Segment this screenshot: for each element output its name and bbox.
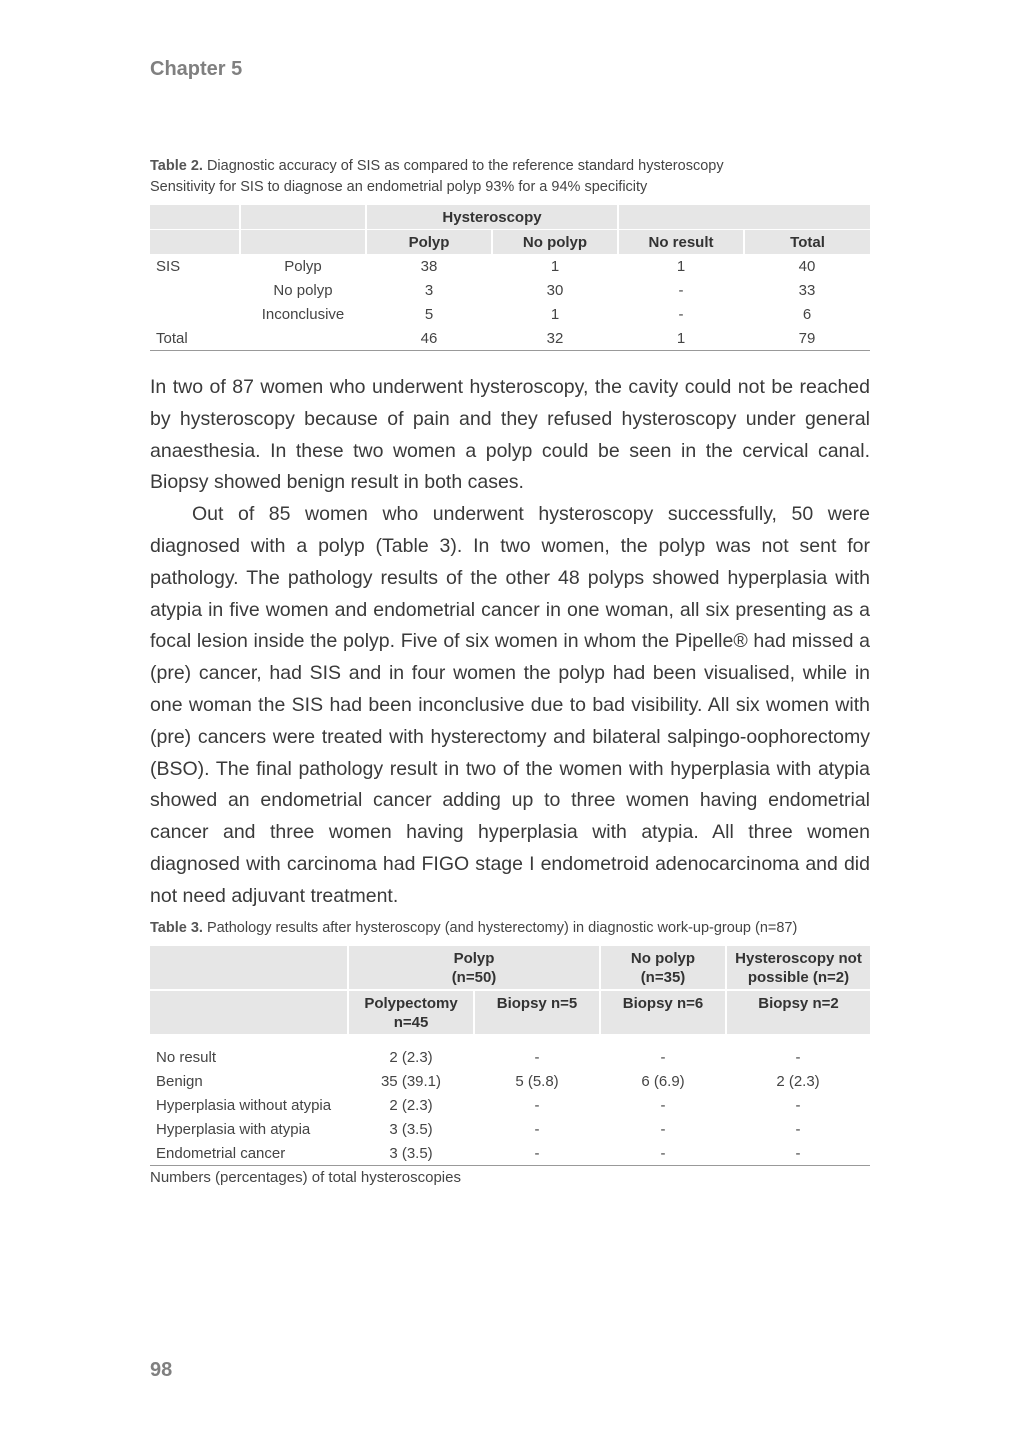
- cell: 30: [546, 281, 564, 299]
- chapter-heading: Chapter 5: [150, 58, 243, 80]
- row-label: Polyp: [284, 257, 322, 275]
- row-label: Hyperplasia with atypia: [156, 1120, 311, 1138]
- table3-group-header-polyp: Polyp (n=50): [348, 946, 600, 990]
- cell: 3 (3.5): [348, 1141, 474, 1165]
- table3-sub-header: Biopsy n=2: [726, 990, 870, 1034]
- cell: 46: [366, 326, 492, 351]
- cell: -: [660, 1049, 666, 1067]
- table-row: [150, 1117, 870, 1141]
- cell: 33: [798, 281, 816, 299]
- cell: 1: [618, 326, 744, 351]
- cell: -: [534, 1049, 540, 1067]
- table2-caption-line1: Diagnostic accuracy of SIS as compared to the reference standard hysteroscopy: [202, 158, 724, 174]
- row-group: [150, 278, 240, 302]
- table-row: [150, 302, 870, 326]
- cell: 1: [676, 257, 686, 275]
- table3-caption: [150, 918, 797, 939]
- table-row: [150, 1094, 870, 1118]
- row-label: No result: [156, 1049, 217, 1067]
- cell: -: [795, 1049, 801, 1067]
- row-group: SIS: [156, 257, 181, 275]
- cell: 35 (39.1): [380, 1073, 442, 1091]
- table3-group-header-no-polyp: No polyp (n=35): [600, 946, 726, 990]
- table-row: [150, 326, 870, 351]
- table2-col-header: Polyp: [366, 230, 492, 255]
- table2-col-header: Total: [744, 230, 870, 255]
- table2-col-header: No polyp: [492, 230, 618, 255]
- table3-footnote: Numbers (percentages) of total hysteroscopies: [150, 1169, 461, 1186]
- row-label: Benign: [156, 1073, 203, 1091]
- cell: 2 (2.3): [389, 1096, 433, 1114]
- cell: -: [726, 1141, 870, 1165]
- row-label: Endometrial cancer: [150, 1141, 348, 1165]
- page-number: 98: [150, 1359, 173, 1381]
- cell: -: [534, 1120, 540, 1138]
- row-label: Hyperplasia without atypia: [156, 1096, 332, 1114]
- cell: 6: [802, 305, 812, 323]
- cell: 5 (5.8): [515, 1073, 559, 1091]
- table2-label: Table 2.: [150, 158, 203, 174]
- cell: 32: [492, 326, 618, 351]
- cell: -: [600, 1141, 726, 1165]
- cell: 79: [744, 326, 870, 351]
- table3-caption-text: Pathology results after hysteroscopy (and hysterectomy) in diagnostic work-up-group (n=87): [202, 920, 798, 936]
- table3-group-header-not-possible: Hysteroscopy not possible (n=2): [726, 946, 870, 990]
- table2-caption-line2: Sensitivity for SIS to diagnose an endometrial polyp 93% for a 94% specificity: [150, 179, 648, 195]
- paragraph: Out of 85 women who underwent hysteroscopy successfully, 50 were diagnosed with a polyp (Table 3). In two women, the polyp was not sent for pathology. The pathology results of the other 48 polyps showed hyperplasia with atypia in five women and endometrial cancer in one woman, all six presenting as a focal lesion inside the polyp. Five of six women in whom the Pipelle® had missed a (pre) cancer, had SIS and in four women the polyp had been visualised, while in one woman the SIS had been inconclusive due to bad visibility. All six women with (pre) cancers were treated with hysterectomy and bilateral salpingo-oophorectomy (BSO). The final pathology result in two of the women with hyperplasia with atypia showed an endometrial cancer adding up to three women having endometrial cancer and three women having hyperplasia with atypia. All three women diagnosed with carcinoma had FIGO stage I endometroid adenocarcinoma and did not need adjuvant treatment.: [150, 503, 870, 907]
- cell: 1: [550, 305, 560, 323]
- table2-col-header: No result: [618, 230, 744, 255]
- row-label: [240, 326, 366, 351]
- table2-caption: [150, 156, 724, 198]
- cell: -: [660, 1096, 666, 1114]
- cell: -: [795, 1096, 801, 1114]
- cell: 3: [424, 281, 434, 299]
- cell: 1: [550, 257, 560, 275]
- cell: 6 (6.9): [641, 1073, 685, 1091]
- row-group: [150, 302, 240, 326]
- table3-sub-header: Polypectomy n=45: [348, 990, 474, 1034]
- row-label: No polyp: [273, 281, 333, 299]
- cell: 5: [424, 305, 434, 323]
- cell: -: [534, 1096, 540, 1114]
- cell: 2 (2.3): [776, 1073, 820, 1091]
- cell: -: [474, 1141, 600, 1165]
- table3-label: Table 3.: [150, 920, 203, 936]
- row-label: Inconclusive: [261, 305, 345, 323]
- row-group: Total: [150, 326, 240, 351]
- table-row: [150, 1070, 870, 1094]
- cell: -: [678, 281, 684, 299]
- table-row: [150, 278, 870, 302]
- cell: -: [678, 305, 684, 323]
- table-row: [150, 1046, 870, 1070]
- table2: [150, 205, 870, 351]
- paragraph: In two of 87 women who underwent hysteroscopy, the cavity could not be reached by hysteroscopy because of pain and they refused hysteroscopy under general anaesthesia. In these two women a polyp could be seen in the cervical canal. Biopsy showed benign result in both cases.: [150, 376, 870, 494]
- table3-sub-header: Biopsy n=6: [600, 990, 726, 1034]
- cell: 2 (2.3): [389, 1049, 433, 1067]
- cell: 38: [420, 257, 438, 275]
- body-text: [150, 372, 870, 913]
- table3: [150, 946, 870, 1166]
- cell: -: [795, 1120, 801, 1138]
- table2-group-header: Hysteroscopy: [366, 205, 618, 230]
- table-row: [150, 254, 870, 278]
- cell: 40: [798, 257, 816, 275]
- table-row: [150, 1141, 870, 1165]
- cell: 3 (3.5): [389, 1120, 433, 1138]
- table3-sub-header: Biopsy n=5: [474, 990, 600, 1034]
- cell: -: [660, 1120, 666, 1138]
